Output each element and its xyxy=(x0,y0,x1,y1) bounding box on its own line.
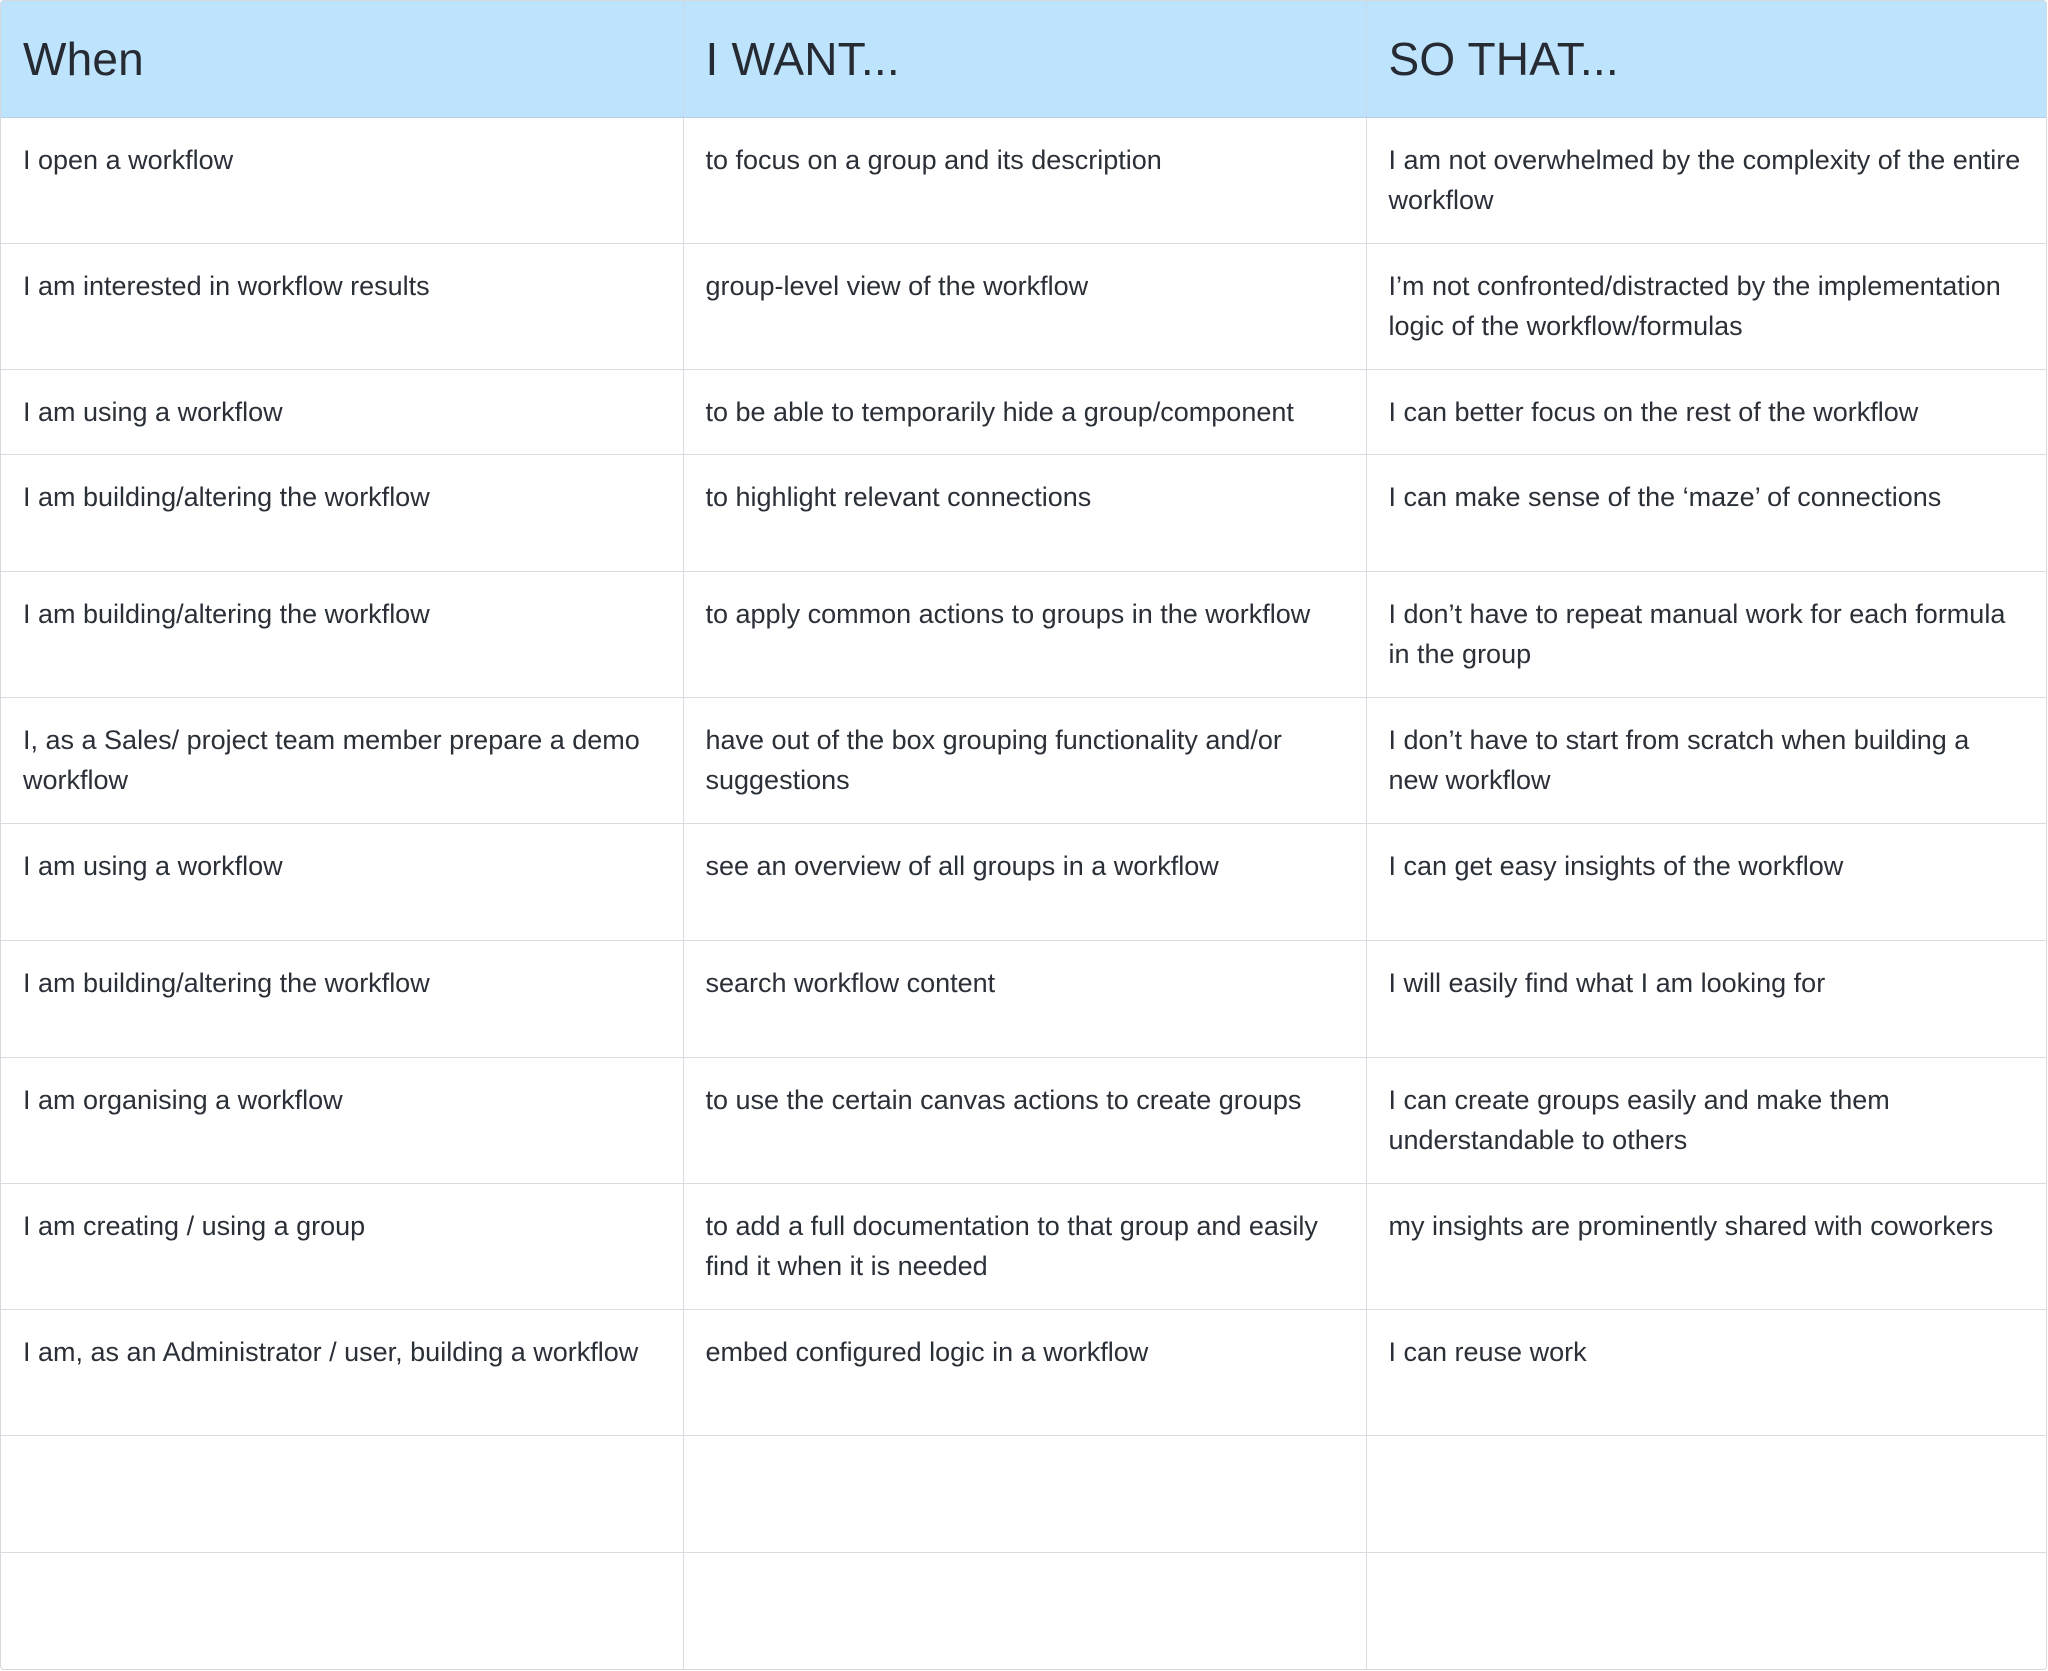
cell-want[interactable]: embed configured logic in a workflow xyxy=(683,1310,1366,1436)
cell-when[interactable] xyxy=(1,1553,683,1669)
header-when[interactable]: When xyxy=(1,1,683,118)
cell-when[interactable]: I am organising a workflow xyxy=(1,1058,683,1184)
cell-want[interactable]: to use the certain canvas actions to create groups xyxy=(683,1058,1366,1184)
cell-want[interactable] xyxy=(683,1436,1366,1553)
user-stories-grid xyxy=(1,1,2046,1669)
table-row xyxy=(1,1310,2046,1436)
table-row xyxy=(1,941,2046,1058)
cell-when[interactable]: I am interested in workflow results xyxy=(1,244,683,370)
cell-want[interactable]: to be able to temporarily hide a group/component xyxy=(683,370,1366,455)
cell-so-that[interactable]: my insights are prominently shared with coworkers xyxy=(1366,1184,2046,1310)
cell-so-that[interactable]: I will easily find what I am looking for xyxy=(1366,941,2046,1058)
cell-so-that[interactable]: I’m not confronted/distracted by the implementation logic of the workflow/formulas xyxy=(1366,244,2046,370)
header-row xyxy=(1,1,2046,118)
table-row-empty xyxy=(1,1436,2046,1553)
cell-want[interactable]: search workflow content xyxy=(683,941,1366,1058)
cell-when[interactable]: I open a workflow xyxy=(1,118,683,244)
cell-so-that[interactable]: I am not overwhelmed by the complexity of the entire workflow xyxy=(1366,118,2046,244)
cell-when[interactable]: I, as a Sales/ project team member prepare a demo workflow xyxy=(1,698,683,824)
cell-want[interactable]: to apply common actions to groups in the workflow xyxy=(683,572,1366,698)
cell-when[interactable]: I am creating / using a group xyxy=(1,1184,683,1310)
table-row xyxy=(1,572,2046,698)
table-row xyxy=(1,698,2046,824)
cell-when[interactable] xyxy=(1,1436,683,1553)
cell-when[interactable]: I am using a workflow xyxy=(1,370,683,455)
cell-want[interactable]: to highlight relevant connections xyxy=(683,455,1366,572)
cell-so-that[interactable]: I don’t have to repeat manual work for each formula in the group xyxy=(1366,572,2046,698)
cell-so-that[interactable] xyxy=(1366,1436,2046,1553)
cell-so-that[interactable]: I can better focus on the rest of the workflow xyxy=(1366,370,2046,455)
cell-so-that[interactable]: I can make sense of the ‘maze’ of connections xyxy=(1366,455,2046,572)
table-row-empty xyxy=(1,1553,2046,1669)
header-i-want[interactable]: I WANT... xyxy=(683,1,1366,118)
cell-so-that[interactable]: I can reuse work xyxy=(1366,1310,2046,1436)
cell-so-that[interactable]: I can get easy insights of the workflow xyxy=(1366,824,2046,941)
cell-so-that[interactable] xyxy=(1366,1553,2046,1669)
cell-so-that[interactable]: I can create groups easily and make them understandable to others xyxy=(1366,1058,2046,1184)
cell-when[interactable]: I am using a workflow xyxy=(1,824,683,941)
table-row xyxy=(1,824,2046,941)
header-so-that[interactable]: SO THAT... xyxy=(1366,1,2046,118)
table-row xyxy=(1,244,2046,370)
cell-so-that[interactable]: I don’t have to start from scratch when building a new workflow xyxy=(1366,698,2046,824)
cell-want[interactable] xyxy=(683,1553,1366,1669)
table-row xyxy=(1,118,2046,244)
cell-want[interactable]: have out of the box grouping functionality and/or suggestions xyxy=(683,698,1366,824)
cell-want[interactable]: to add a full documentation to that group and easily find it when it is needed xyxy=(683,1184,1366,1310)
table-row xyxy=(1,370,2046,455)
table-row xyxy=(1,1058,2046,1184)
cell-want[interactable]: see an overview of all groups in a workflow xyxy=(683,824,1366,941)
cell-want[interactable]: to focus on a group and its description xyxy=(683,118,1366,244)
table-row xyxy=(1,1184,2046,1310)
cell-when[interactable]: I am, as an Administrator / user, building a workflow xyxy=(1,1310,683,1436)
cell-want[interactable]: group-level view of the workflow xyxy=(683,244,1366,370)
cell-when[interactable]: I am building/altering the workflow xyxy=(1,455,683,572)
table-row xyxy=(1,455,2046,572)
cell-when[interactable]: I am building/altering the workflow xyxy=(1,572,683,698)
cell-when[interactable]: I am building/altering the workflow xyxy=(1,941,683,1058)
